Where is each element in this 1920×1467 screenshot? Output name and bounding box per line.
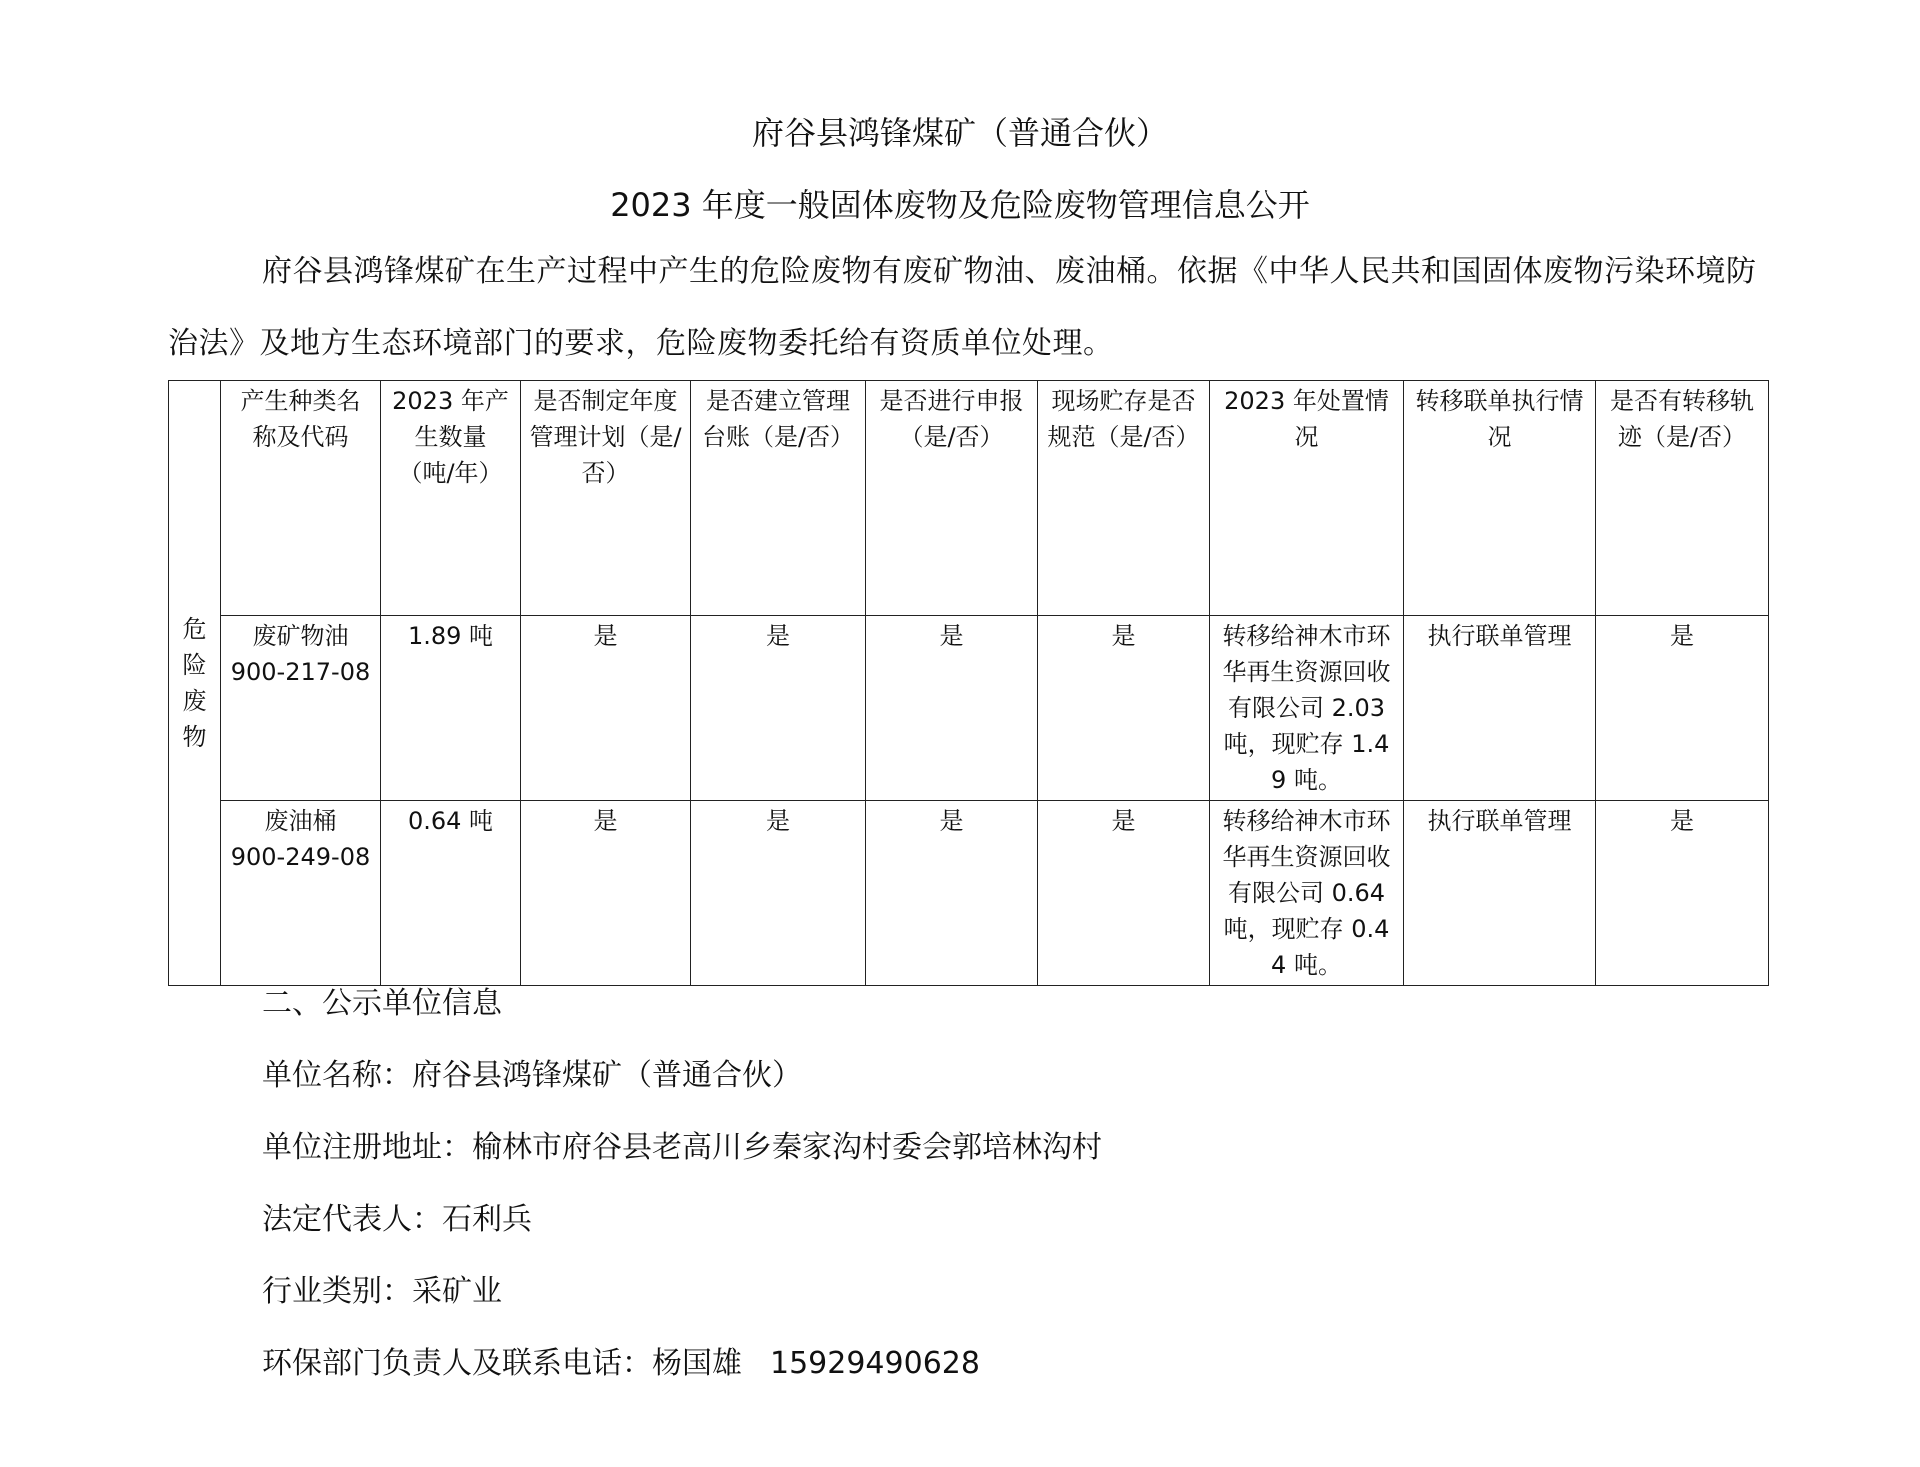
table-row: [169, 801, 1769, 986]
hazardous-waste-table: [168, 380, 1769, 986]
declare-cell: 是: [866, 801, 1038, 986]
header-cell: 是否制定年度管理计划（是/否）: [521, 381, 691, 616]
side-label-cell: [169, 381, 221, 986]
header-cell: 2023 年处置情况: [1210, 381, 1404, 616]
plan-cell: 是: [521, 616, 691, 801]
waste-code: 900-217-08: [230, 658, 371, 686]
manifest-cell: 执行联单管理: [1404, 801, 1596, 986]
trajectory-cell: 是: [1596, 616, 1769, 801]
disposal-cell: 转移给神木市环华再生资源回收有限公司 0.64 吨，现贮存 0.44 吨。: [1210, 801, 1404, 986]
waste-name: 废矿物油: [252, 622, 349, 650]
header-cell: 是否建立管理台账（是/否）: [691, 381, 866, 616]
document-title-line2: 2023 年度一般固体废物及危险废物管理信息公开: [610, 186, 1310, 224]
contact-line: [262, 1338, 980, 1382]
header-cell: 是否进行申报（是/否）: [866, 381, 1038, 616]
header-cell: 现场贮存是否规范（是/否）: [1038, 381, 1210, 616]
intro-paragraph: 府谷县鸿锋煤矿在生产过程中产生的危险废物有废矿物油、废油桶。依据《中华人民共和国固体废物污染环境防治法》及地方生态环境部门的要求，危险废物委托给有资质单位处理。: [168, 254, 1757, 361]
section-heading: 二、公示单位信息: [262, 986, 502, 1021]
declare-cell: 是: [866, 616, 1038, 801]
quantity-cell: 0.64 吨: [381, 801, 521, 986]
registered-address: 单位注册地址：榆林市府谷县老高川乡秦家沟村委会郭培林沟村: [262, 1130, 1102, 1165]
quantity-cell: 1.89 吨: [381, 616, 521, 801]
header-cell: 是否有转移轨迹（是/否）: [1596, 381, 1769, 616]
table-row: [169, 616, 1769, 801]
header-cell: 2023 年产生数量（吨/年）: [381, 381, 521, 616]
waste-name: 废油桶: [264, 807, 337, 835]
plan-cell: 是: [521, 801, 691, 986]
contact-phone: 15929490628: [770, 1346, 980, 1381]
ledger-cell: 是: [691, 801, 866, 986]
manifest-cell: 执行联单管理: [1404, 616, 1596, 801]
ledger-cell: 是: [691, 616, 866, 801]
contact-label: 环保部门负责人及联系电话：杨国雄: [262, 1346, 742, 1381]
storage-cell: 是: [1038, 801, 1210, 986]
storage-cell: 是: [1038, 616, 1210, 801]
trajectory-cell: 是: [1596, 801, 1769, 986]
waste-code: 900-249-08: [230, 843, 371, 871]
industry-category: 行业类别：采矿业: [262, 1274, 502, 1309]
waste-name-cell: [221, 801, 381, 986]
side-label: 危险废物: [182, 615, 207, 751]
disposal-cell: 转移给神木市环华再生资源回收有限公司 2.03 吨，现贮存 1.49 吨。: [1210, 616, 1404, 801]
header-cell: 转移联单执行情况: [1404, 381, 1596, 616]
header-cell: 产生种类名称及代码: [221, 381, 381, 616]
document-title-line1: 府谷县鸿锋煤矿（普通合伙）: [751, 114, 1168, 152]
legal-representative: 法定代表人：石利兵: [262, 1202, 532, 1237]
table-header-row: [169, 381, 1769, 616]
unit-name: 单位名称：府谷县鸿锋煤矿（普通合伙）: [262, 1058, 802, 1093]
waste-name-cell: [221, 616, 381, 801]
